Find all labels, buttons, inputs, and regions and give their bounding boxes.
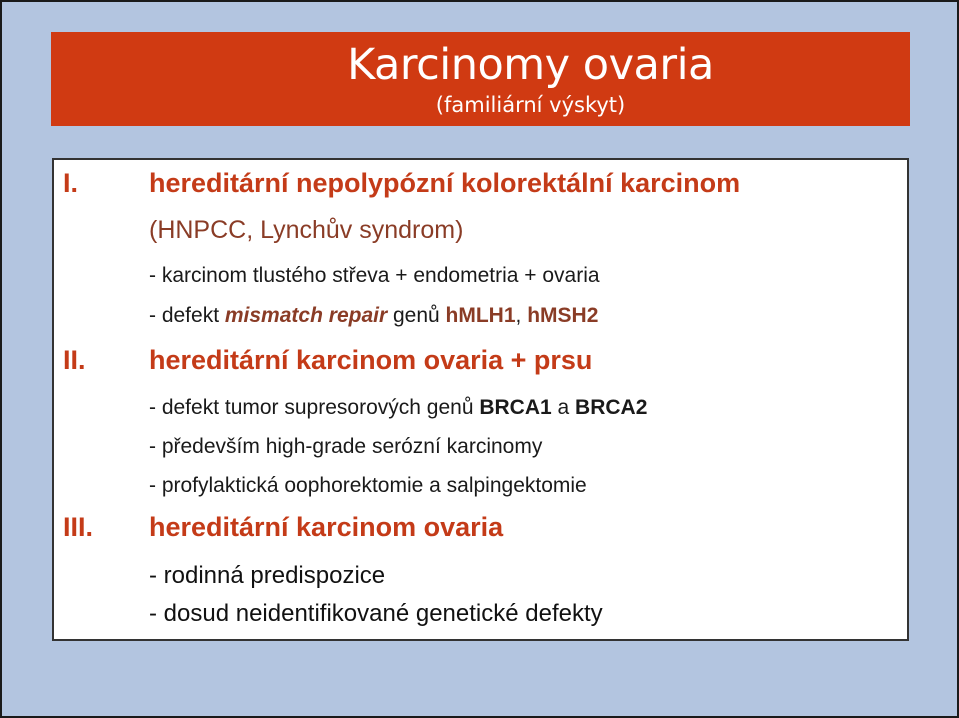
- gene-brca2: BRCA2: [575, 396, 648, 419]
- section-2-heading: hereditární karcinom ovaria + prsu: [149, 345, 593, 375]
- gene-brca1: BRCA1: [479, 396, 552, 419]
- section-1-heading: hereditární nepolypózní kolorektální karcinom: [149, 168, 741, 198]
- section-1-subheading: (HNPCC, Lynchův syndrom): [149, 216, 464, 244]
- slide-title: Karcinomy ovaria: [347, 40, 714, 90]
- section-1-item-2: [149, 304, 598, 328]
- term-mismatch: mismatch: [224, 304, 323, 327]
- item-mid: genů: [387, 304, 446, 327]
- section-1-numeral: I.: [63, 168, 79, 198]
- slide-subtitle: (familiární výskyt): [435, 93, 626, 117]
- item-prefix: - defekt tumor supresorových genů: [149, 396, 480, 419]
- section-2-item-3: - profylaktická oophorektomie a salpingektomie: [149, 474, 587, 497]
- section-2-item-2: - především high-grade serózní karcinomy: [149, 435, 543, 458]
- section-3-item-2: - dosud neidentifikované genetické defekty: [149, 600, 603, 627]
- item-sep: ,: [515, 304, 528, 327]
- section-2-item-1: [149, 396, 647, 420]
- term-repair: repair: [328, 304, 388, 327]
- section-3-item-1: - rodinná predispozice: [149, 562, 386, 589]
- item-prefix: - defekt: [149, 304, 225, 327]
- section-3-numeral: III.: [63, 512, 94, 542]
- gene-hmsh2: hMSH2: [527, 304, 599, 327]
- section-2-numeral: II.: [63, 345, 86, 375]
- title-bar: [51, 32, 910, 126]
- section-3-heading: hereditární karcinom ovaria: [149, 512, 504, 542]
- gene-hmlh1: hMLH1: [445, 304, 516, 327]
- item-mid: a: [551, 396, 576, 419]
- content-box: [52, 158, 909, 641]
- section-1-item-1: - karcinom tlustého střeva + endometria + ovaria: [149, 264, 600, 287]
